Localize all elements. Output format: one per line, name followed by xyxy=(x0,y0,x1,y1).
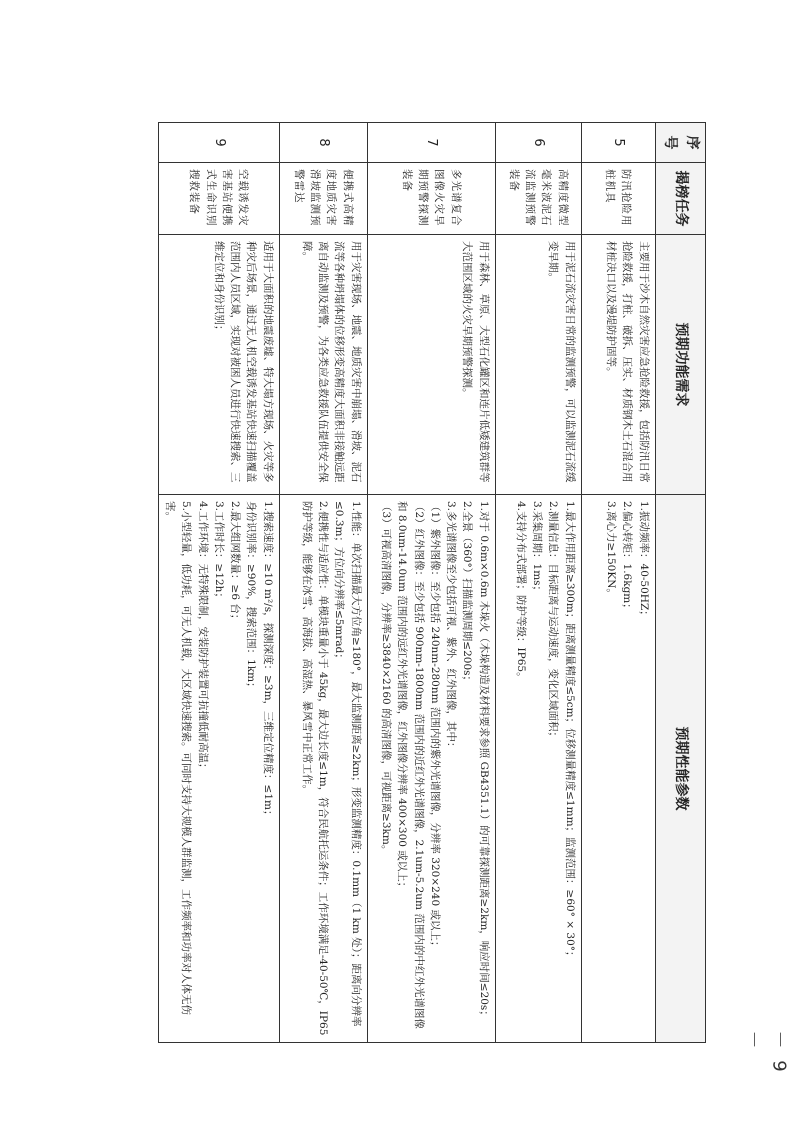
header-task: 揭榜任务 xyxy=(655,163,705,235)
table-row xyxy=(495,123,581,1043)
perf-line: （3）可视高清图像，分辨率≥3840×2160 的高清图像，可视距离≥3km。 xyxy=(380,501,393,856)
row-task: 空载诱发灾害基站便携式生命识别搜救装备 xyxy=(158,163,279,235)
perf-line: 2.便携性与适应性：单模块重量小于 45kg，最大边长度≤1m，符合民航托运条件；工作环境满足-40-50℃，IP65 防护等级，能够在冰雪、高海拔、高湿热、暴风雪中正常工作。 xyxy=(300,501,330,1036)
row-task: 多光谱复合图像火灾早期预警探测装备 xyxy=(367,163,495,235)
table-row xyxy=(279,123,367,1043)
row-performance xyxy=(367,495,495,1043)
table-row xyxy=(158,123,279,1043)
header-function: 预期功能需求 xyxy=(655,235,705,495)
row-function: 适用于大面积的地震废墟、特大塌方现场、火灾等多种灾后场景，通过无人机空载诱发基站快速扫描覆盖范围内人员区域，实现对被困人员进行快速搜索、三维定位和身份识别； xyxy=(158,235,279,495)
row-function: 用于灾害现场、地震、地质灾害中崩塌、滑坡、泥石流等各种坍塌体的位移形变高精度大面积非接触远距离自动监测及预警，为各类应急救援队伍提供安全保障。 xyxy=(279,235,367,495)
perf-line: 2.全景（360°）扫描监测周期≤200s； xyxy=(461,501,474,687)
table-header-row xyxy=(655,123,705,1043)
row-seq: 8 xyxy=(279,123,367,163)
document-page xyxy=(164,122,706,1042)
perf-line: 1.振动频率：40-50HZ； xyxy=(637,501,650,621)
row-performance xyxy=(581,495,655,1043)
perf-line: 3.采集周期：1ms； xyxy=(531,501,544,597)
perf-line: 3.离心力≥150KN。 xyxy=(605,501,618,599)
table-row xyxy=(581,123,655,1043)
row-performance xyxy=(495,495,581,1043)
perf-line: 2.偏心转矩：1.6kgm； xyxy=(621,501,634,614)
row-performance xyxy=(279,495,367,1043)
requirements-table xyxy=(158,122,706,1043)
perf-line: 3.工作时长：≥12h； xyxy=(212,501,225,603)
perf-line: 1.搜索速度：≥10 m²/s，探测深度：≥3m，三维定位精度：≤1m； xyxy=(261,501,274,821)
perf-line: 4.工作环境：无特殊限制，安装防护装置可抗撞低耐高温； xyxy=(196,501,209,774)
page-number: － 9 － xyxy=(742,1030,790,1075)
row-seq: 6 xyxy=(495,123,581,163)
table-row xyxy=(367,123,495,1043)
perf-line: （2）红外图像：至少包括 900nm-1800nm 范围内的近红外光谱图像，2.1um-5.2um 范围内的中红外光谱图像和 8.0um-14.0um 范围内的远红外光谱图像，红外图像分辨率 400×300 或以上； xyxy=(396,501,425,1029)
perf-line: 1.最大作用距离≥300m；距离测量精度≤5cm；位移测量精度≤1mm；监测范围：≥60° × 30°； xyxy=(563,501,576,962)
row-function: 用于森林、草原、大型石化罐区和连片低矮建筑群等大范围区域的火灾早期预警探测。 xyxy=(367,235,495,495)
perf-line: 2.最大组网数量：≥6 台； xyxy=(229,501,242,625)
header-performance: 预期性能参数 xyxy=(655,495,705,1043)
row-seq: 5 xyxy=(581,123,655,163)
row-seq: 7 xyxy=(367,123,495,163)
row-function: 主要用于沙木自然灾害应急抢险救援，包括防汛日常抢险救援，打桩、破拆、压实、材质钢木土石混合用材桩决口以及漫堤防护固等。 xyxy=(581,235,655,495)
perf-line: 2.测量信息：目标距离与运动速度，变化区域面积； xyxy=(547,501,560,743)
perf-line: 3.多光谱图像至少包括可视、紫外、红外图像，其中： xyxy=(445,501,458,753)
row-seq: 9 xyxy=(158,123,279,163)
perf-line: 4.支持分布式部署；防护等级：IP65。 xyxy=(514,501,527,683)
perf-line: 1.性能：单次扫描最大方位角≥180°，最大监测距离≥2km；形变监测精度：0.1mm（1 km 处）；距离向分辨率≤0.3m；方位向分辨率≤5mrad； xyxy=(333,501,362,1027)
row-function: 用于泥石流灾害日常的监测预警，可以监测泥石流缓变早期。 xyxy=(495,235,581,495)
row-task: 高精度微型毫米波泥石流监测预警装备 xyxy=(495,163,581,235)
perf-line: （1）紫外图像：至少包括 240nm-280nm 范围内的紫外光谱图像，分辨率 320×240 或以上； xyxy=(428,501,441,952)
header-seq: 序号 xyxy=(655,123,705,163)
row-task: 防汛抢险用桩机具 xyxy=(581,163,655,235)
row-performance xyxy=(158,495,279,1043)
row-task: 便携式高精度地质灾害滑坡监测预警雷达 xyxy=(279,163,367,235)
perf-line: 身份识别率：≥90%，搜索范围：1km； xyxy=(245,501,258,693)
perf-line: 1.对于 0.6m×0.6m 木垛火（木垛构造及材料要求参照 GB4351.1）的可靠探测距离≥2km，响应时间≤20s； xyxy=(477,501,490,1021)
rotated-table-container xyxy=(164,122,706,1042)
perf-line: 5.小型轻量，低功耗，可无人机载，大区域快速搜索。可同时支持大规模人群监测，工作频率和功率对人体无伤害。 xyxy=(164,501,193,1016)
